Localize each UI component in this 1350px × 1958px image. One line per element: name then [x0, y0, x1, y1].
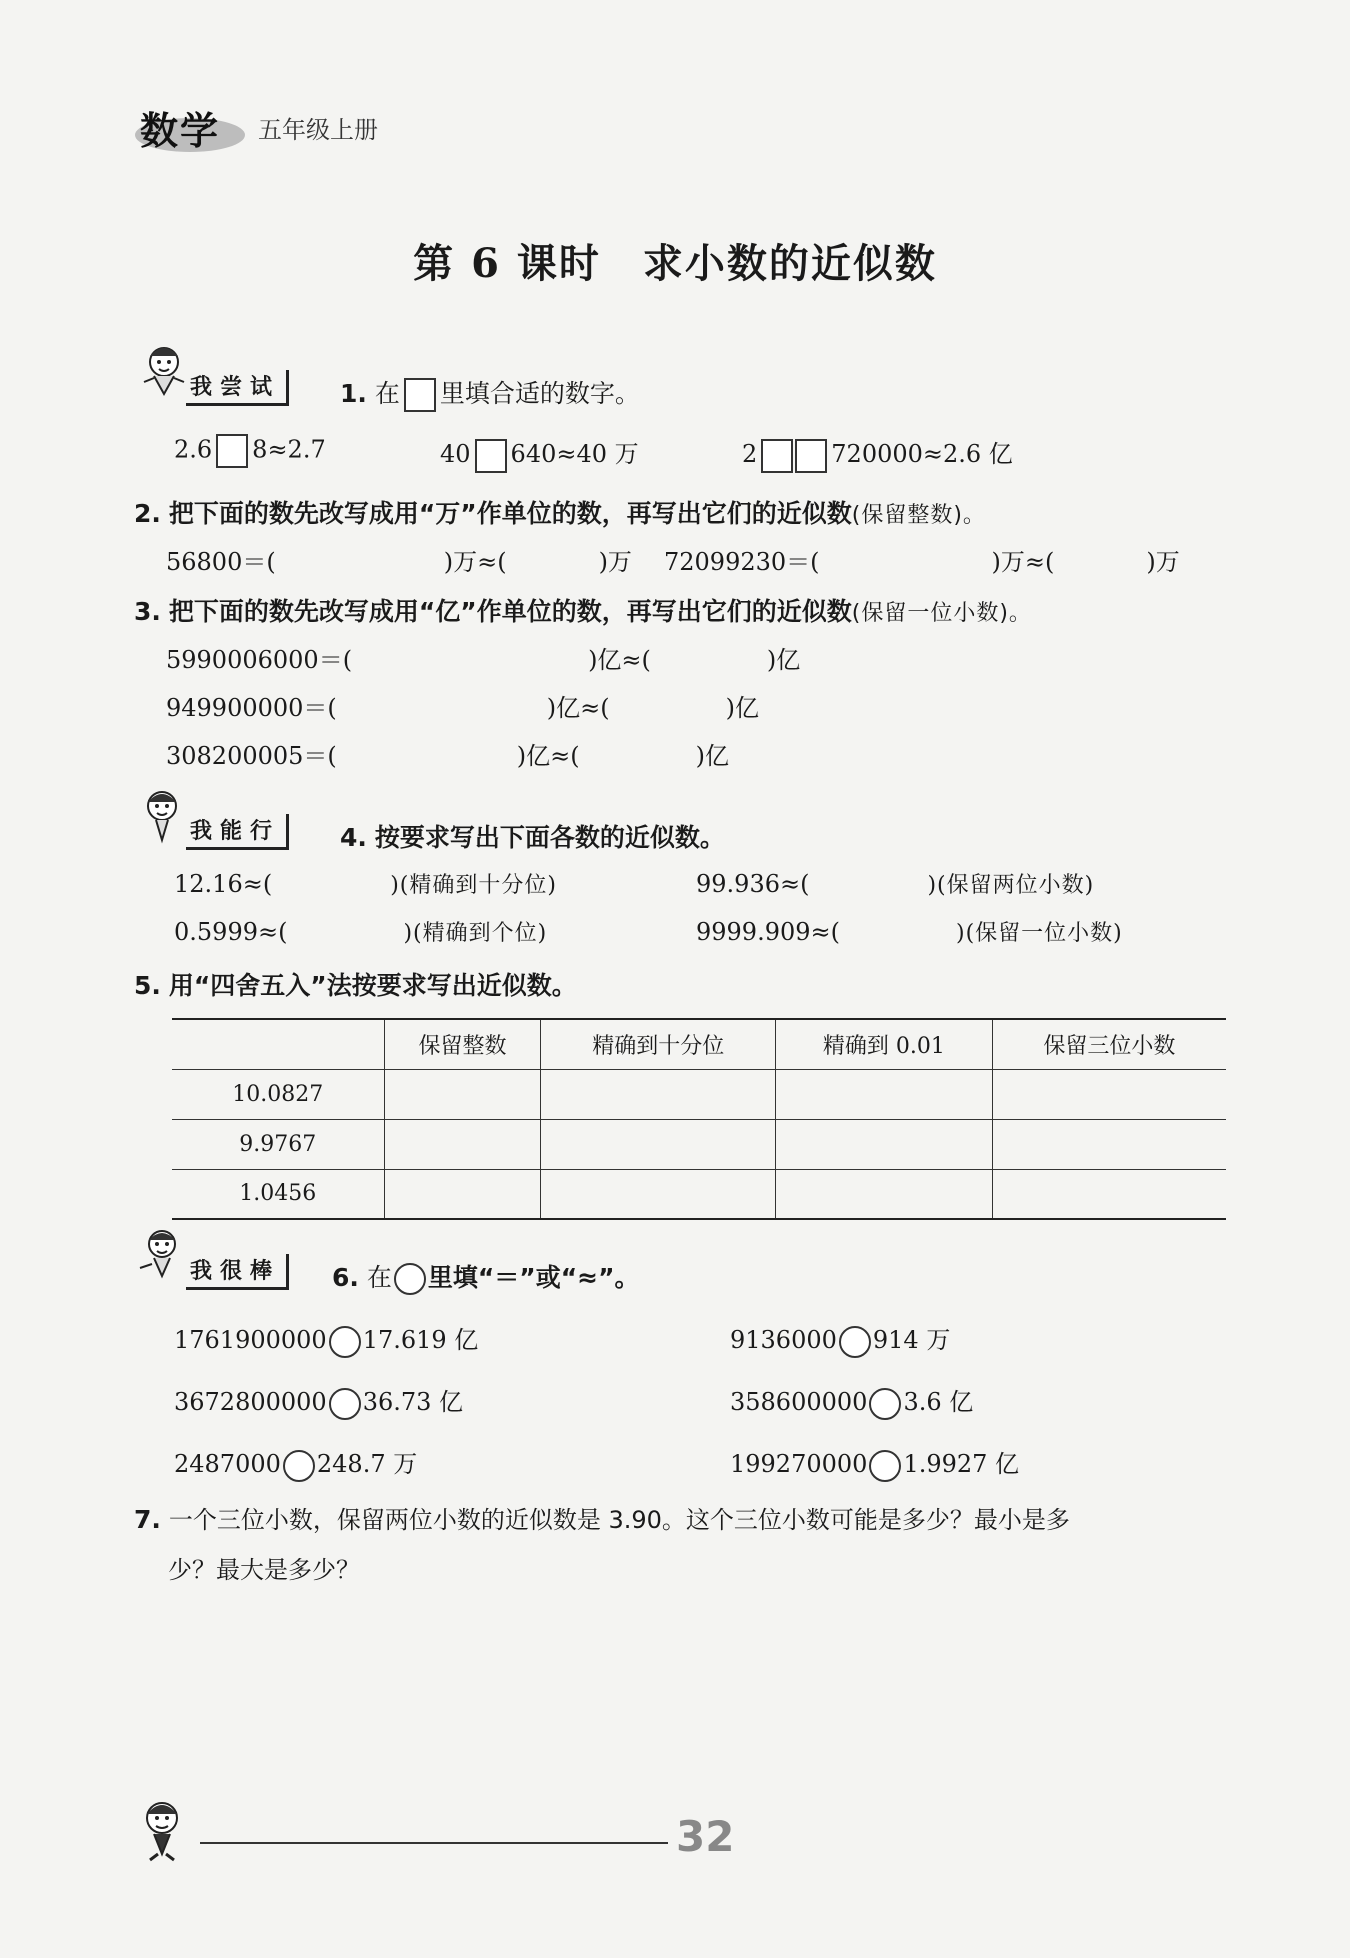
q6-item-4-b: 3.6 亿 [903, 1388, 974, 1416]
section-label-can: 我能行 [186, 814, 289, 850]
q6-item-6-b: 1.9927 亿 [903, 1450, 1020, 1478]
q6-item-4-a: 358600000 [730, 1388, 868, 1416]
q2-note: (保留整数)。 [851, 503, 986, 528]
q2-text: 把下面的数先改写成用“万”作单位的数，再写出它们的近似数 [168, 499, 852, 528]
q3-item-2-b: )亿≈( [546, 694, 610, 722]
answer-circle[interactable] [283, 1450, 315, 1482]
q4-item-3-a: 0.5999≈( [174, 918, 288, 946]
mascot-icon [134, 786, 192, 850]
q6-number: 6. [332, 1263, 359, 1292]
q4-item-3-b: )(精确到个位) [403, 921, 548, 946]
q1-item-2-pre: 40 [440, 440, 471, 468]
section-badge-great [134, 1226, 289, 1290]
footer-divider [200, 1842, 668, 1844]
table-row [172, 1069, 1226, 1119]
q6-item-1-a: 1761900000 [174, 1326, 327, 1354]
table-header-cell: 精确到 0.01 [775, 1019, 992, 1069]
table-answer-cell[interactable] [992, 1069, 1226, 1119]
q6-prompt [332, 1258, 640, 1295]
q4-item-2-b: )(保留两位小数) [927, 873, 1095, 898]
table-header-row [172, 1019, 1226, 1069]
q4-item-1-a: 12.16≈( [174, 870, 273, 898]
q3-item-3-c: )亿 [695, 742, 730, 770]
q3-note: (保留一位小数)。 [851, 601, 1032, 626]
table-answer-cell[interactable] [541, 1119, 776, 1169]
mascot-icon [134, 342, 192, 406]
table-answer-cell[interactable] [384, 1119, 541, 1169]
q2-item-2-c: )万 [1146, 548, 1180, 576]
q1-prompt-pre: 在 [374, 379, 400, 408]
q3-prompt [134, 592, 1032, 628]
q1-prompt [340, 374, 640, 412]
q4-number: 4. [340, 823, 367, 852]
q7-line-2: 少？最大是多少？ [168, 1556, 360, 1584]
subject-title: 数学 [140, 109, 221, 153]
q4-prompt [340, 818, 725, 854]
q5-number: 5. [134, 971, 161, 1000]
q2-item-1-b: )万≈( [443, 548, 507, 576]
answer-circle-sample [394, 1263, 426, 1295]
answer-box[interactable] [795, 439, 827, 473]
q3-item-1-b: )亿≈( [588, 646, 651, 674]
q4-item-2 [696, 868, 1094, 899]
table-header-cell: 保留三位小数 [992, 1019, 1226, 1069]
q6-item-5 [174, 1444, 417, 1482]
answer-box[interactable] [761, 439, 793, 473]
page-number: 32 [676, 1812, 735, 1861]
answer-box[interactable] [475, 439, 507, 473]
answer-circle[interactable] [329, 1388, 361, 1420]
q6-prompt-pre: 在 [366, 1263, 392, 1292]
q2-item-1-c: )万 [598, 548, 632, 576]
table-row-label: 9.9767 [172, 1119, 384, 1169]
q4-item-4-a: 9999.909≈( [696, 918, 840, 946]
q2-item-2-a: 72099230＝( [664, 548, 820, 576]
table-answer-cell[interactable] [384, 1069, 541, 1119]
q7-prompt [134, 1500, 1070, 1535]
q2-prompt [134, 494, 986, 530]
q6-item-6 [730, 1444, 1019, 1482]
table-answer-cell[interactable] [541, 1169, 776, 1219]
q1-item-1 [174, 434, 326, 468]
answer-box-sample [404, 378, 436, 412]
q3-item-1-a: 5990006000＝( [166, 646, 353, 674]
footer-mascot-icon [132, 1796, 194, 1870]
q1-item-2 [440, 434, 639, 473]
q1-item-1-pre: 2.6 [174, 435, 213, 464]
table-header-cell [172, 1019, 384, 1069]
lesson-title: 第 6 课时 求小数的近似数 [413, 240, 937, 287]
q4-item-1 [174, 868, 557, 899]
q1-item-3-post: 720000≈2.6 亿 [831, 440, 1013, 468]
table-answer-cell[interactable] [775, 1069, 992, 1119]
q2-item-1-a: 56800＝( [166, 548, 276, 576]
q3-item-1 [166, 640, 800, 675]
table-header-cell: 精确到十分位 [541, 1019, 776, 1069]
table-row-label: 1.0456 [172, 1169, 384, 1219]
q6-item-5-a: 2487000 [174, 1450, 281, 1478]
table-row [172, 1169, 1226, 1219]
q6-item-3-b: 36.73 亿 [362, 1388, 464, 1416]
q6-item-3 [174, 1382, 463, 1420]
table-header-cell: 保留整数 [384, 1019, 541, 1069]
q7-number: 7. [134, 1505, 161, 1534]
section-badge-try [134, 342, 289, 406]
answer-box[interactable] [216, 434, 248, 468]
section-badge-can [134, 786, 289, 850]
q4-item-2-a: 99.936≈( [696, 870, 810, 898]
q2-number: 2. [134, 499, 161, 528]
section-label-try: 我尝试 [186, 370, 289, 406]
table-answer-cell[interactable] [992, 1169, 1226, 1219]
q3-number: 3. [134, 597, 161, 626]
q3-item-2-a: 949900000＝( [166, 694, 337, 722]
table-answer-cell[interactable] [775, 1169, 992, 1219]
table-row [172, 1119, 1226, 1169]
q3-text: 把下面的数先改写成用“亿”作单位的数，再写出它们的近似数 [168, 597, 852, 626]
q7-line-1: 一个三位小数，保留两位小数的近似数是 3.90。这个三位小数可能是多少？最小是多 [168, 1506, 1070, 1534]
q6-prompt-post: 里填“＝”或“≈”。 [427, 1263, 640, 1292]
q4-text: 按要求写出下面各数的近似数。 [374, 823, 725, 852]
q4-item-4-b: )(保留一位小数) [956, 921, 1123, 946]
table-answer-cell[interactable] [775, 1119, 992, 1169]
q6-item-2 [730, 1320, 950, 1358]
q6-item-4 [730, 1382, 973, 1420]
table-answer-cell[interactable] [384, 1169, 541, 1219]
section-label-great: 我很棒 [186, 1254, 289, 1290]
answer-circle[interactable] [329, 1326, 361, 1358]
table-row-label: 10.0827 [172, 1069, 384, 1119]
q1-item-2-post: 640≈40 万 [510, 440, 639, 468]
table-answer-cell[interactable] [541, 1069, 776, 1119]
q6-item-6-a: 199270000 [730, 1450, 868, 1478]
table-answer-cell[interactable] [992, 1119, 1226, 1169]
q6-item-5-b: 248.7 万 [316, 1450, 418, 1478]
q3-item-2-c: )亿 [725, 694, 760, 722]
q4-item-4 [696, 916, 1123, 947]
q5-prompt [134, 966, 577, 1002]
answer-circle[interactable] [839, 1326, 871, 1358]
mascot-icon [134, 1226, 192, 1290]
answer-circle[interactable] [869, 1388, 901, 1420]
q4-item-1-b: )(精确到十分位) [390, 873, 557, 898]
q6-item-3-a: 3672800000 [174, 1388, 327, 1416]
q4-item-3 [174, 916, 547, 947]
q6-item-2-a: 9136000 [730, 1326, 837, 1354]
q3-item-1-c: )亿 [766, 646, 801, 674]
rounding-table [172, 1018, 1226, 1220]
q1-prompt-post: 里填合适的数字。 [439, 379, 640, 408]
q1-item-3-pre: 2 [742, 440, 758, 468]
q3-item-3-a: 308200005＝( [166, 742, 337, 770]
q3-item-3-b: )亿≈( [516, 742, 580, 770]
q3-item-2 [166, 688, 759, 723]
answer-circle[interactable] [869, 1450, 901, 1482]
q1-number: 1. [340, 379, 367, 408]
q1-item-1-post: 8≈2.7 [252, 435, 326, 464]
q2-item-2-b: )万≈( [991, 548, 1055, 576]
grade-label: 五年级上册 [258, 116, 378, 144]
q6-item-2-b: 914 万 [872, 1326, 951, 1354]
q2-item-1 [166, 542, 632, 577]
q3-item-3 [166, 736, 729, 771]
q2-item-2 [664, 542, 1180, 577]
q1-item-3 [742, 434, 1013, 473]
q6-item-1 [174, 1320, 478, 1358]
q6-item-1-b: 17.619 亿 [362, 1326, 479, 1354]
q5-text: 用“四舍五入”法按要求写出近似数。 [168, 971, 577, 1000]
